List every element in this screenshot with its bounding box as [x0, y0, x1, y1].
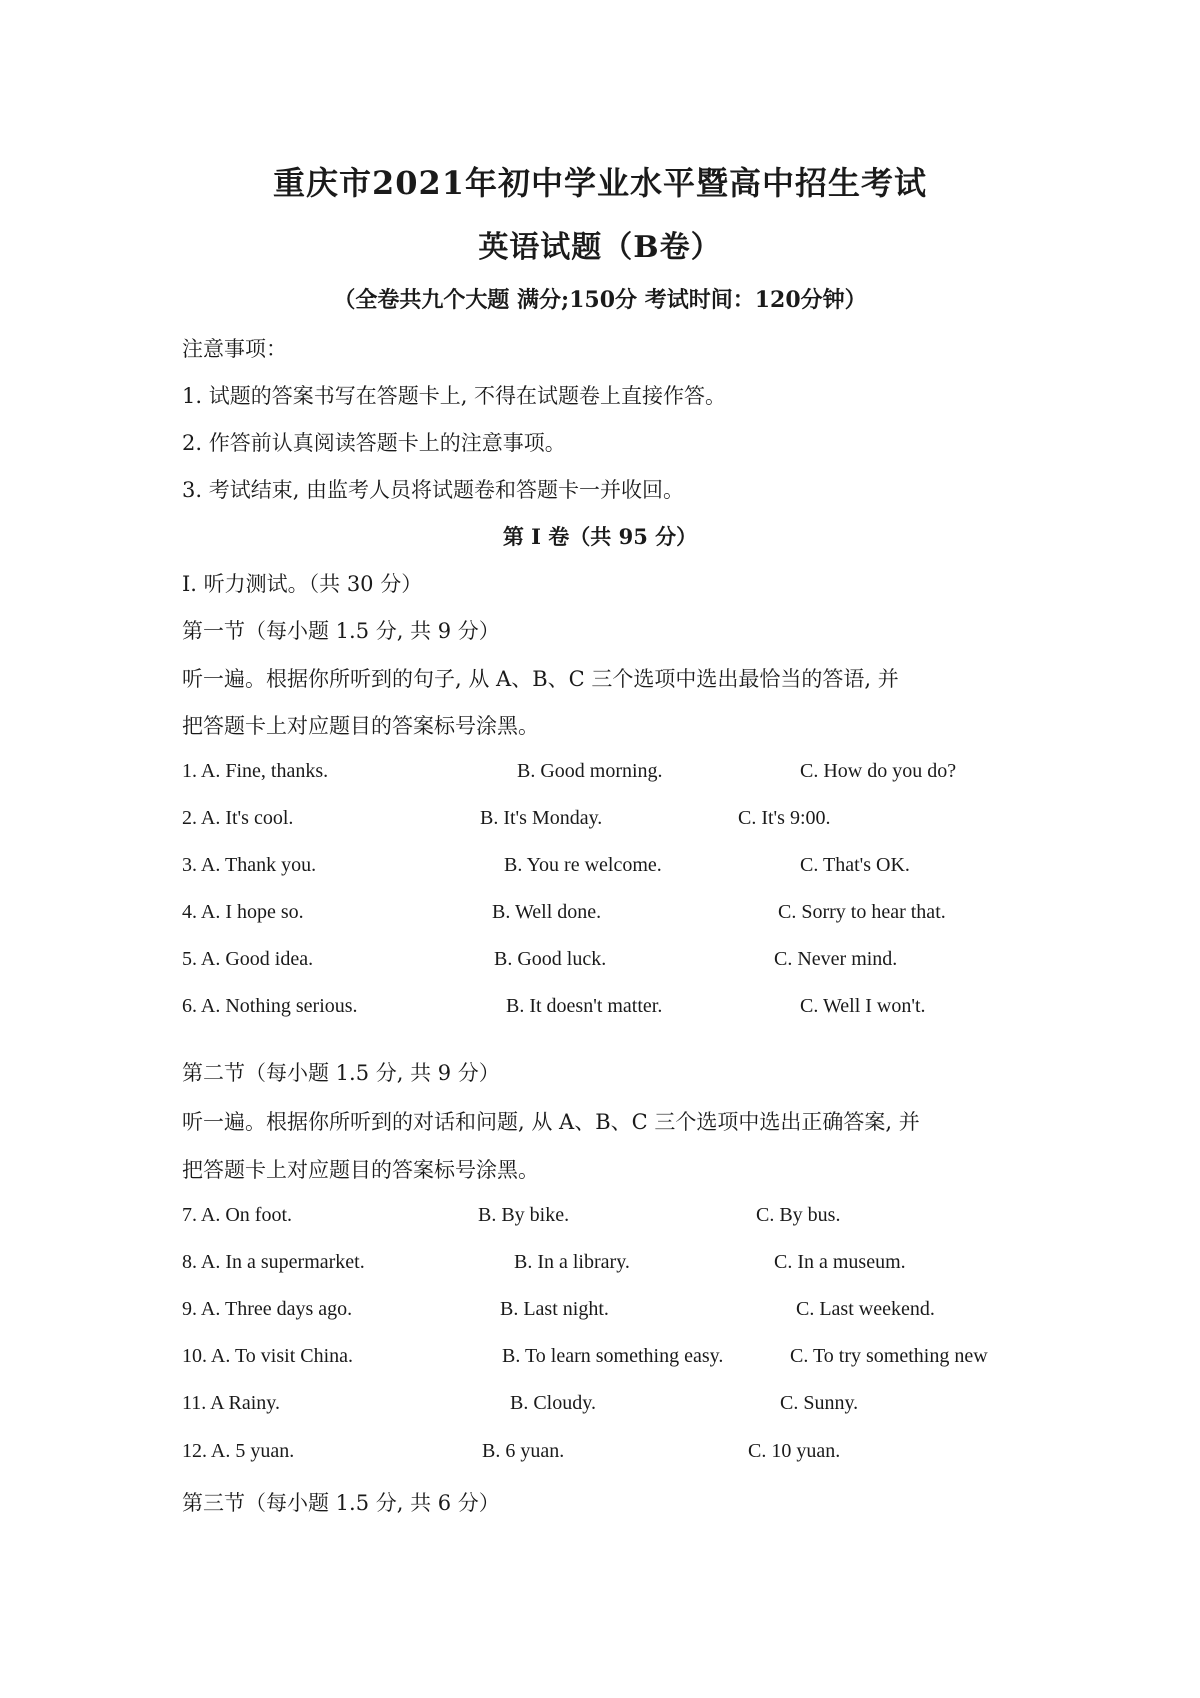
option-b: B. Cloudy.	[510, 1392, 596, 1414]
option-b: B. In a library.	[514, 1251, 630, 1273]
option-b: B. Good luck.	[494, 948, 607, 970]
option-a: 7. A. On foot.	[182, 1204, 292, 1226]
exam-subtitle: 英语试题（B卷）	[478, 230, 722, 265]
option-a: 10. A. To visit China.	[182, 1345, 354, 1367]
option-c: C. 10 yuan.	[748, 1440, 841, 1462]
option-b: B. To learn something easy.	[502, 1345, 724, 1367]
option-a: 11. A Rainy.	[182, 1392, 280, 1414]
section2-instruction-line2: 把答题卡上对应题目的答案标号涂黑。	[182, 1158, 539, 1182]
option-a: 9. A. Three days ago.	[182, 1298, 353, 1320]
option-b: B. Well done.	[492, 901, 602, 923]
option-a: 5. A. Good idea.	[182, 948, 314, 970]
section2-instruction-line1: 听一遍。根据你所听到的对话和问题, 从 A、B、C 三个选项中选出正确答案, 并	[182, 1110, 920, 1134]
section1-instruction-line2: 把答题卡上对应题目的答案标号涂黑。	[182, 714, 539, 738]
option-c: C. Sorry to hear that.	[778, 901, 946, 923]
option-c: C. To try something new	[790, 1345, 988, 1367]
exam-info: （全卷共九个大题 满分;150分 考试时间：120分钟）	[333, 287, 867, 313]
option-b: B. It doesn't matter.	[506, 995, 663, 1017]
option-c: C. Last weekend.	[796, 1298, 935, 1320]
section3-heading: 第三节（每小题 1.5 分, 共 6 分）	[182, 1491, 500, 1515]
option-c: C. Never mind.	[774, 948, 898, 970]
option-a: 3. A. Thank you.	[182, 854, 317, 876]
option-c: C. Well I won't.	[800, 995, 926, 1017]
option-b: B. 6 yuan.	[482, 1440, 565, 1462]
option-a: 6. A. Nothing serious.	[182, 995, 358, 1017]
option-a: 8. A. In a supermarket.	[182, 1251, 365, 1273]
exam-title: 重庆市2021年初中学业水平暨高中招生考试	[272, 164, 928, 202]
option-a: 2. A. It's cool.	[182, 807, 294, 829]
notice-heading: 注意事项：	[182, 337, 287, 361]
part1-title: 第 I 卷（共 95 分）	[502, 524, 698, 549]
notice-item-2: 2. 作答前认真阅读答题卡上的注意事项。	[182, 431, 566, 455]
option-b: B. By bike.	[478, 1204, 570, 1226]
section1-heading: 第一节（每小题 1.5 分, 共 9 分）	[182, 619, 500, 643]
notice-item-1: 1. 试题的答案书写在答题卡上, 不得在试题卷上直接作答。	[182, 384, 727, 408]
option-b: B. Good morning.	[517, 760, 663, 782]
option-a: 12. A. 5 yuan.	[182, 1440, 295, 1462]
option-a: 1. A. Fine, thanks.	[182, 760, 329, 782]
section2-heading: 第二节（每小题 1.5 分, 共 9 分）	[182, 1061, 500, 1085]
option-c: C. By bus.	[756, 1204, 841, 1226]
option-c: C. Sunny.	[780, 1392, 859, 1414]
option-c: C. That's OK.	[800, 854, 910, 876]
option-b: B. Last night.	[500, 1298, 609, 1320]
notice-item-3: 3. 考试结束, 由监考人员将试题卷和答题卡一并收回。	[182, 478, 685, 502]
option-b: B. It's Monday.	[480, 807, 603, 829]
option-a: 4. A. I hope so.	[182, 901, 304, 923]
section1-instruction-line1: 听一遍。根据你所听到的句子, 从 A、B、C 三个选项中选出最恰当的答语, 并	[182, 667, 899, 691]
option-b: B. You re welcome.	[504, 854, 662, 876]
option-c: C. It's 9:00.	[738, 807, 831, 829]
option-c: C. In a museum.	[774, 1251, 906, 1273]
listening-section-heading: I. 听力测试。（共 30 分）	[182, 572, 423, 596]
option-c: C. How do you do?	[800, 760, 957, 782]
